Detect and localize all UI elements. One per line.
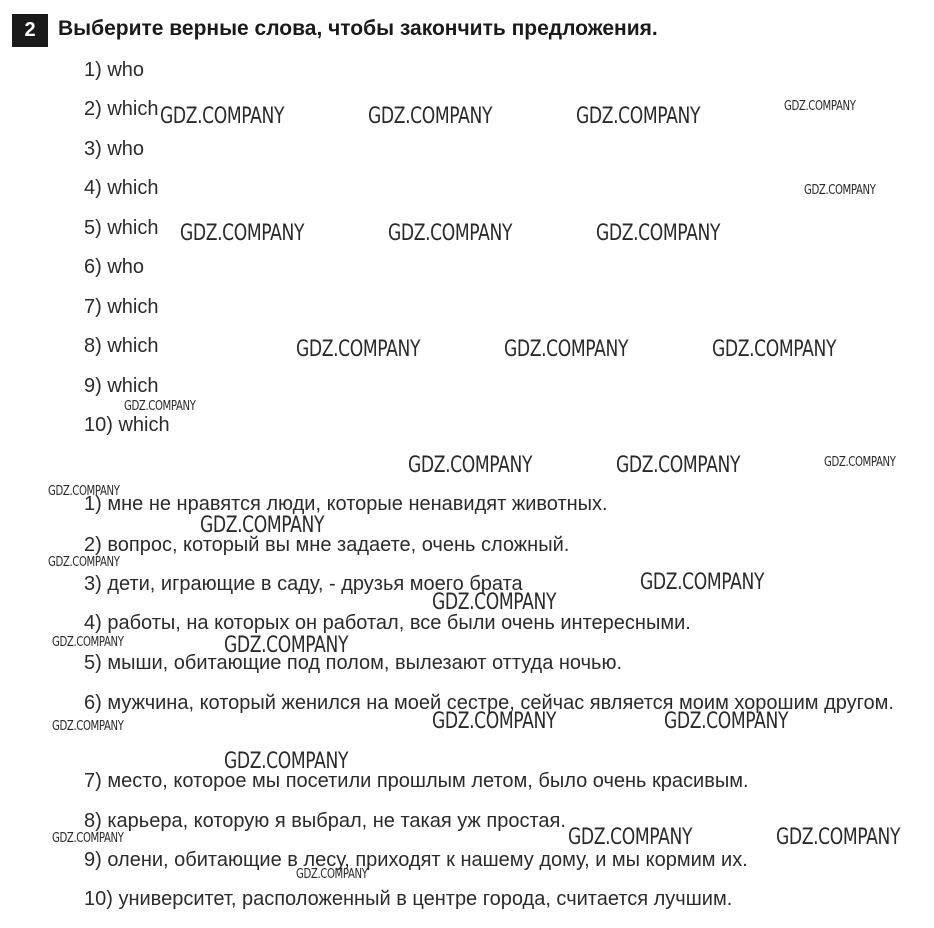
watermark: GDZ.COMPANY xyxy=(824,455,896,470)
watermark: GDZ.COMPANY xyxy=(640,570,765,595)
translation-item-2: 2) вопрос, который вы мне задаете, очень сложный. xyxy=(84,534,570,556)
task-title: Выберите верные слова, чтобы закончить предложения. xyxy=(58,17,658,40)
watermark: GDZ.COMPANY xyxy=(296,867,368,882)
translation-item-7: 7) место, которое мы посетили прошлым летом, было очень красивым. xyxy=(84,770,749,792)
watermark: GDZ.COMPANY xyxy=(52,831,124,846)
watermark: GDZ.COMPANY xyxy=(504,337,629,362)
translation-item-8: 8) карьера, которую я выбрал, не такая уж простая. xyxy=(84,810,566,832)
watermark: GDZ.COMPANY xyxy=(52,719,124,734)
answer-item-10: 10) which xyxy=(84,414,170,436)
translation-item-1: 1) мне не нравятся люди, которые ненавидят животных. xyxy=(84,493,608,515)
watermark: GDZ.COMPANY xyxy=(408,453,533,478)
watermark: GDZ.COMPANY xyxy=(432,709,557,734)
answer-item-9: 9) which xyxy=(84,375,159,397)
task-number-badge: 2 xyxy=(12,14,48,47)
answer-item-8: 8) which xyxy=(84,335,159,357)
answer-item-2: 2) which xyxy=(84,98,159,120)
watermark: GDZ.COMPANY xyxy=(388,221,513,246)
watermark: GDZ.COMPANY xyxy=(180,221,305,246)
watermark: GDZ.COMPANY xyxy=(664,709,789,734)
watermark: GDZ.COMPANY xyxy=(124,399,196,414)
answer-item-3: 3) who xyxy=(84,138,145,160)
translation-item-9: 9) олени, обитающие в лесу, приходят к нашему дому, и мы кормим их. xyxy=(84,849,748,871)
watermark: GDZ.COMPANY xyxy=(776,825,901,850)
watermark: GDZ.COMPANY xyxy=(616,453,741,478)
watermark: GDZ.COMPANY xyxy=(48,555,120,570)
translation-item-10: 10) университет, расположенный в центре города, считается лучшим. xyxy=(84,888,733,910)
watermark: GDZ.COMPANY xyxy=(596,221,721,246)
watermark: GDZ.COMPANY xyxy=(52,635,124,650)
translation-item-3: 3) дети, играющие в саду, - друзья моего брата xyxy=(84,573,523,595)
watermark: GDZ.COMPANY xyxy=(224,633,349,658)
watermark: GDZ.COMPANY xyxy=(48,484,120,499)
translation-item-5: 5) мыши, обитающие под полом, вылезают оттуда ночью. xyxy=(84,652,623,674)
watermark: GDZ.COMPANY xyxy=(568,825,693,850)
watermark: GDZ.COMPANY xyxy=(160,104,285,129)
watermark: GDZ.COMPANY xyxy=(224,749,349,774)
watermark: GDZ.COMPANY xyxy=(712,337,837,362)
watermark: GDZ.COMPANY xyxy=(576,104,701,129)
watermark: GDZ.COMPANY xyxy=(296,337,421,362)
translation-item-4: 4) работы, на которых он работал, все были очень интересными. xyxy=(84,612,691,634)
translation-item-6: 6) мужчина, который женился на моей сестре, сейчас является моим хорошим другом. xyxy=(84,692,894,714)
answer-item-4: 4) which xyxy=(84,177,159,199)
answer-item-7: 7) which xyxy=(84,296,159,318)
watermark: GDZ.COMPANY xyxy=(432,590,557,615)
answer-item-6: 6) who xyxy=(84,256,145,278)
answer-item-1: 1) who xyxy=(84,59,145,81)
watermark: GDZ.COMPANY xyxy=(368,104,493,129)
watermark: GDZ.COMPANY xyxy=(804,183,876,198)
answer-item-5: 5) which xyxy=(84,217,159,239)
watermark: GDZ.COMPANY xyxy=(784,99,856,114)
watermark: GDZ.COMPANY xyxy=(200,513,325,538)
